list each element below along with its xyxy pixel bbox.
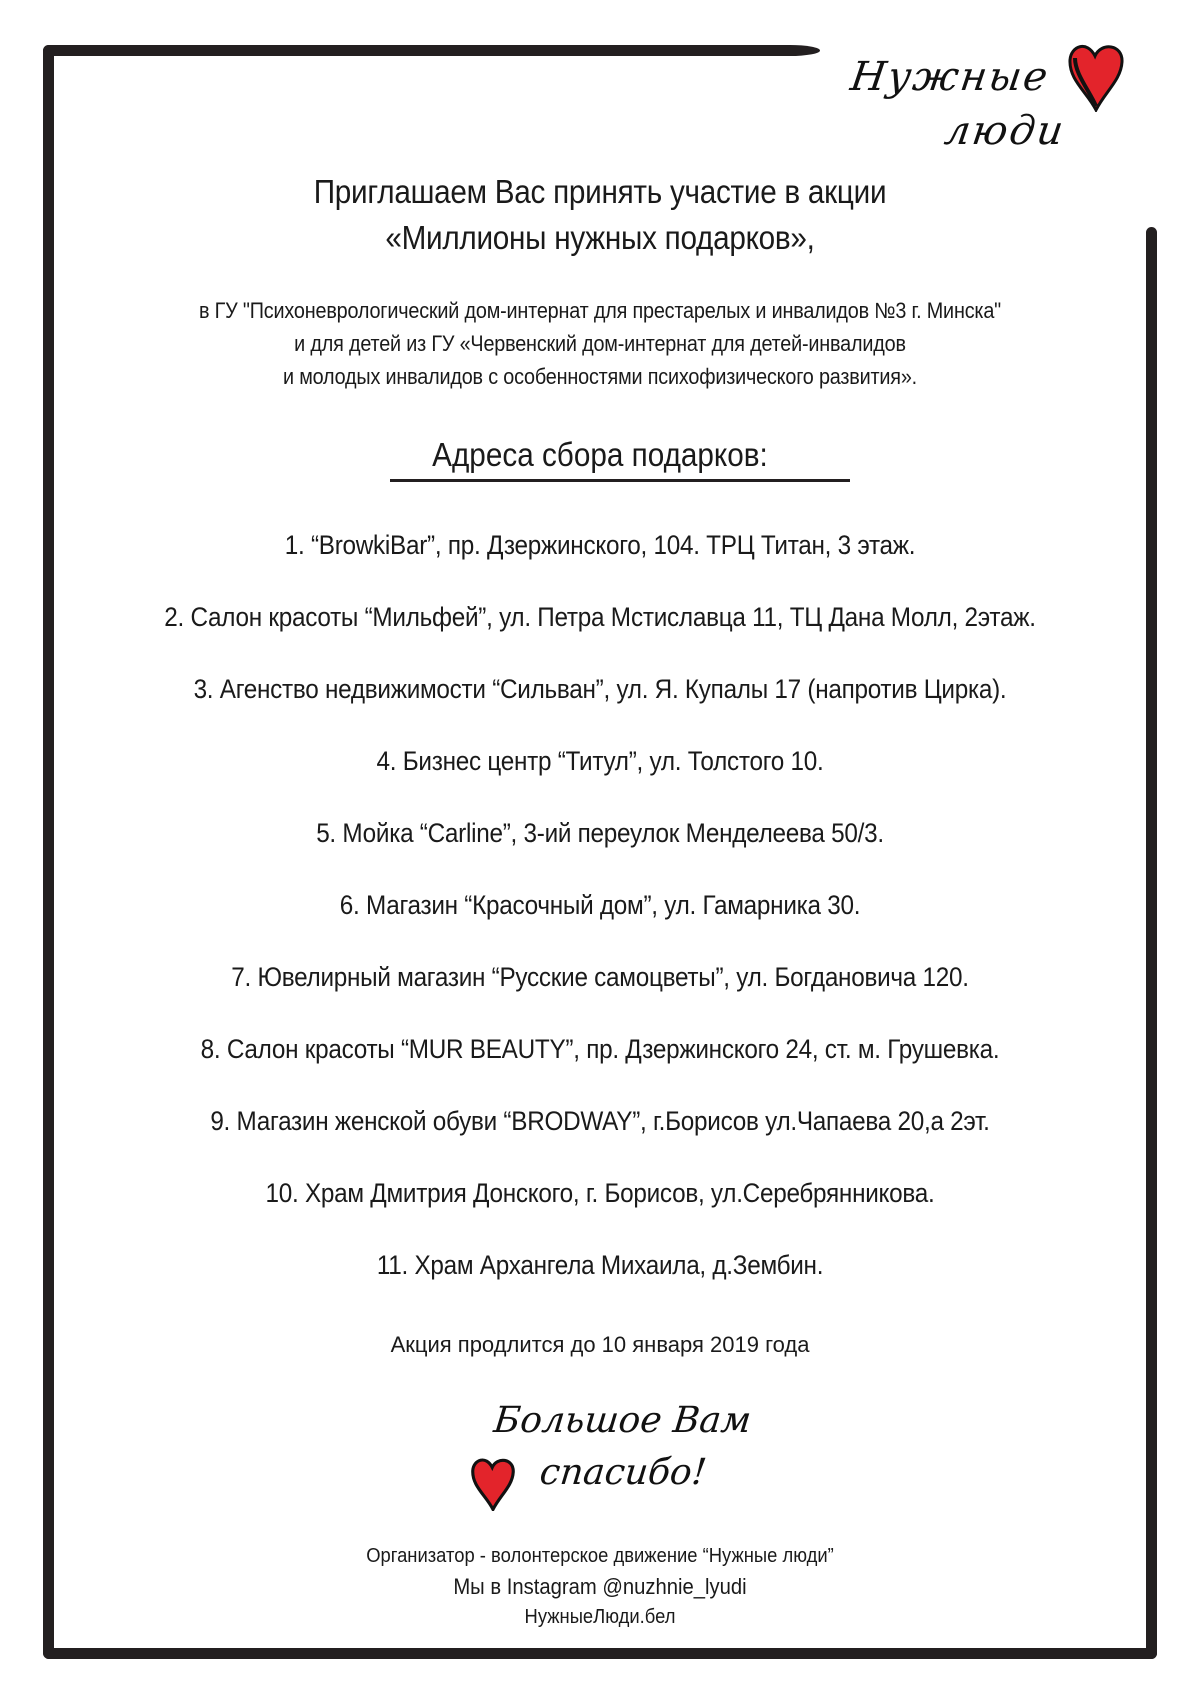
heading-underline: [390, 479, 850, 482]
address-item: 2. Салон красоты “Мильфей”, ул. Петра Мстиславца 11, ТЦ Дана Молл, 2этаж.: [164, 602, 1036, 632]
recipient-line: и для детей из ГУ «Червенский дом-интернат для детей-инвалидов: [294, 331, 906, 356]
frame-top-border-tip: [760, 45, 820, 56]
address-item: 7. Ювелирный магазин “Русские самоцветы”, ул. Богдановича 120.: [231, 962, 969, 992]
address-item: 3. Агенство недвижимости “Сильван”, ул. Я. Купалы 17 (напротив Цирка).: [193, 674, 1007, 704]
address-item: 10. Храм Дмитрия Донского, г. Борисов, ул.Серебрянникова.: [265, 1178, 935, 1208]
recipient-line: в ГУ "Психоневрологический дом-интернат для престарелых и инвалидов №3 г. Минска": [198, 298, 1002, 323]
heart-icon: [1067, 40, 1125, 112]
thanks-line1: Большое Вам: [491, 1400, 754, 1441]
address-item: 6. Магазин “Красочный дом”, ул. Гамарника 30.: [339, 890, 861, 920]
heart-icon: [470, 1455, 516, 1511]
frame-left-border: [43, 45, 54, 1659]
recipient-line: и молодых инвалидов с особенностями психофизического развития».: [283, 364, 917, 389]
title-line2: «Миллионы нужных подарков»,: [385, 219, 815, 256]
organizer-text: Организатор - волонтерское движение “Нужные люди”: [366, 1545, 834, 1567]
frame-right-border: [1146, 227, 1157, 1659]
address-item: 8. Салон красоты “MUR BEAUTY”, пр. Дзержинского 24, ст. м. Грушевка.: [200, 1034, 1000, 1064]
address-item: 4. Бизнес центр “Титул”, ул. Толстого 10.: [376, 746, 824, 776]
website-link[interactable]: НужныеЛюди.бел: [524, 1606, 676, 1628]
logo-text-line1: Нужные: [847, 54, 1053, 100]
thanks-line2: спасибо!: [537, 1452, 709, 1493]
deadline-text: Акция продлится до 10 января 2019 года: [390, 1332, 810, 1357]
address-item: 11. Храм Архангела Михаила, д.Зембин.: [376, 1250, 824, 1280]
thanks-signature: [470, 1400, 770, 1510]
logo-text-line2: люди: [941, 108, 1069, 154]
addresses-heading: Адреса сбора подарков:: [432, 436, 768, 473]
frame-bottom-border: [43, 1648, 1157, 1659]
title-line1: Приглашаем Вас принять участие в акции: [313, 173, 887, 210]
instagram-handle[interactable]: Мы в Instagram @nuzhnie_lyudi: [453, 1574, 747, 1599]
logo: [845, 40, 1105, 180]
frame-top-border: [43, 45, 793, 56]
address-item: 9. Магазин женской обуви “BRODWAY”, г.Борисов ул.Чапаева 20,а 2эт.: [210, 1106, 990, 1136]
address-item: 1. “BrowkiBar”, пр. Дзержинского, 104. ТРЦ Титан, 3 этаж.: [284, 530, 916, 560]
address-item: 5. Мойка “Carline”, 3-ий переулок Менделеева 50/3.: [316, 818, 884, 848]
